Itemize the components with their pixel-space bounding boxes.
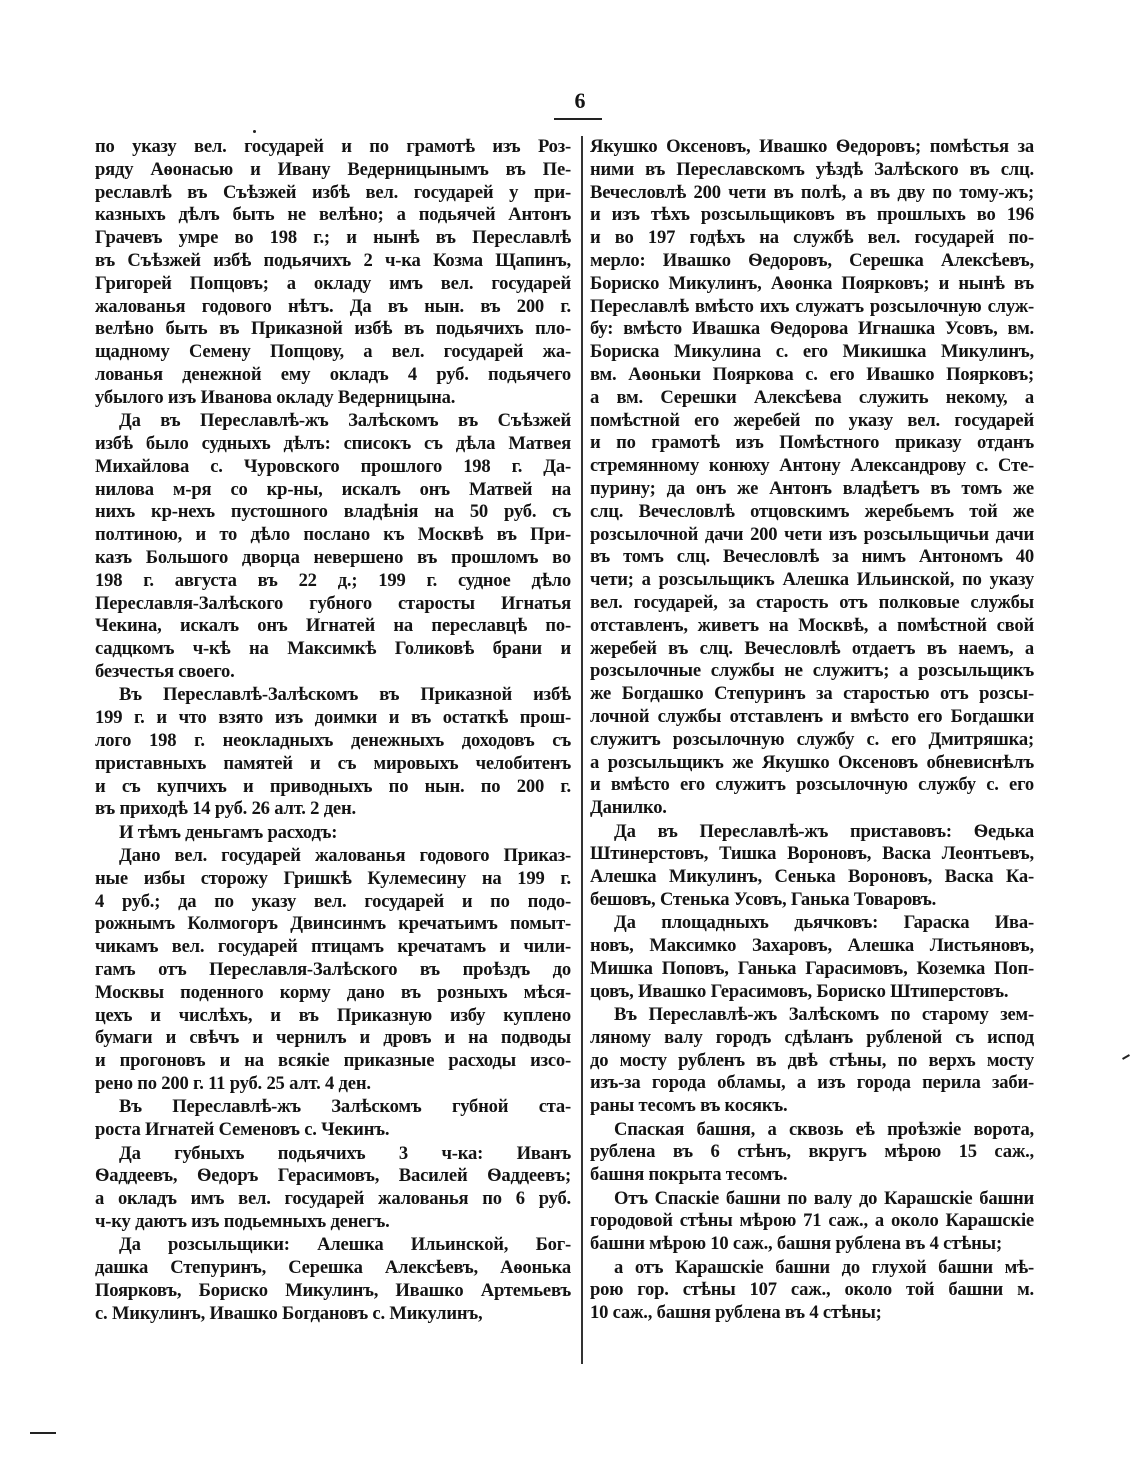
paragraph	[95, 684, 571, 821]
text-line: нихъ кр-нехъ пустошного владѣнія на 50 руб. съ	[95, 501, 571, 523]
scan-mark	[1122, 1054, 1130, 1060]
text-line: до мосту рубленъ въ двѣ стѣны, по верхъ мосту	[590, 1049, 1034, 1071]
text-line: и во 197 годѣхъ на службѣ вел. государей по-	[590, 227, 1034, 249]
text-line: казъ Большого дворца невершено въ прошломъ во	[95, 546, 571, 568]
text-line: и по грамотѣ изъ Помѣстного приказу отданъ	[590, 432, 1034, 454]
text-line: рожнымъ Колмогоръ Двинсинмъ кречатьимъ помыт-	[95, 913, 571, 935]
text-line: цехъ и числѣхъ, и въ Приказную избу куплено	[95, 1004, 571, 1026]
text-line: 4 руб.; да по указу вел. государей и по подо-	[95, 890, 571, 912]
text-line: городовой стѣны мѣрою 71 саж., а около Карашскіе	[590, 1210, 1034, 1232]
text-line: лочной службы отставленъ и вмѣсто его Богдашки	[590, 705, 1034, 727]
text-line: вм. Аѳоньки Пояркова с. его Ивашко Поярковъ;	[590, 363, 1034, 385]
text-line: Штинерстовъ, Тишка Вороновъ, Васка Леонтьевъ,	[590, 843, 1034, 865]
text-line: Москвы поденного корму дано въ розныхъ мѣся-	[95, 981, 571, 1003]
text-line: Чекина, искалъ онъ Игнатей на переславцѣ по-	[95, 615, 571, 637]
text-line: а вм. Серешки Алексѣева служить некому, а	[590, 386, 1034, 408]
text-line: новъ, Максимко Захаровъ, Алешка Листьяновъ,	[590, 935, 1034, 957]
text-line: Якушко Оксеновъ, Ивашко Ѳедоровъ; помѣстья за	[590, 136, 1034, 157]
text-line: садцкомъ ч-кѣ на Максимкѣ Голиковѣ брани и	[95, 638, 571, 660]
paragraph	[590, 1119, 1034, 1187]
scan-mark	[30, 1432, 56, 1434]
text-line: велѣно быть въ Приказной избѣ въ подьячихъ пло-	[95, 318, 571, 340]
text-line: с. Микулинъ, Ивашко Богдановъ с. Микулинъ,	[95, 1302, 483, 1324]
page-number-rule	[554, 118, 602, 120]
text-line: реславлѣ въ Съѣзжей избѣ вел. государей у при-	[95, 181, 571, 203]
text-line: Въ Переславлѣ-жъ Залѣскомъ по старому зем-	[614, 1004, 1034, 1026]
text-line: въ приходѣ 14 руб. 26 алт. 2 ден.	[95, 798, 356, 820]
text-line: розсылочные службы не служитъ; а розсыльщикъ	[590, 660, 1034, 682]
text-line: Данилко.	[590, 797, 667, 819]
text-line: Ѳаддеевъ, Ѳедоръ Герасимовъ, Василей Ѳаддеевъ;	[95, 1165, 571, 1187]
text-line: Вечесловлѣ 200 чети въ полѣ, а въ дву по тому-жъ;	[590, 181, 1034, 203]
text-line: стремянному конюху Антону Александрову с. Сте-	[590, 455, 1034, 477]
text-line: избѣ было судныхъ дѣлъ: списокъ съ дѣла Матвея	[95, 432, 571, 454]
text-line: же Богдашко Степуринъ за старостью отъ розсы-	[590, 683, 1034, 705]
text-line: ними въ Переславскомъ уѣздѣ Залѣского въ слц.	[590, 158, 1034, 180]
text-line: а розсыльщикъ же Якушко Оксеновъ обневиснѣлъ	[590, 751, 1034, 773]
paragraph	[590, 1188, 1034, 1256]
text-line: Да площадныхъ дьячковъ: Гараска Ива-	[614, 912, 1034, 934]
text-line: рублена въ 6 стѣнъ, вкругъ мѣрою 15 саж.,	[590, 1141, 1034, 1163]
text-line: вел. государей, за старость отъ полковые службы	[590, 591, 1034, 613]
text-line: изъ-за города обламы, а изъ города перила заби-	[590, 1072, 1034, 1094]
text-line: Въ Переславлѣ-жъ Залѣскомъ губной ста-	[119, 1096, 571, 1118]
right-column	[590, 136, 1034, 1326]
text-line: безчестья своего.	[95, 660, 235, 682]
text-line: бумаги и свѣчъ и чернилъ и дровъ и на подводы	[95, 1027, 571, 1049]
text-line: гамъ отъ Переславля-Залѣского въ проѣздъ до	[95, 959, 571, 981]
text-line: мерло: Ивашко Ѳедоровъ, Серешка Алексѣевъ,	[590, 249, 1034, 271]
text-line: Дано вел. государей жалованья годового Приказ-	[119, 845, 571, 867]
text-line: лого 198 г. неокладныхъ денежныхъ доходовъ съ	[95, 729, 571, 751]
text-line: И тѣмъ деньгамъ расходъ:	[119, 821, 338, 843]
text-line: нилова м-ря со кр-ны, искалъ онъ Матвей на	[95, 478, 571, 500]
text-line: Мишка Поповъ, Ганька Гарасимовъ, Коземка Поп-	[590, 957, 1034, 979]
paragraph	[590, 821, 1034, 912]
text-line: ч-ку даютъ изъ подьемныхъ денегъ.	[95, 1211, 390, 1233]
paragraph	[590, 1257, 1034, 1325]
text-line: чети; а розсыльщикъ Алешка Ильинской, по указу	[590, 569, 1034, 591]
text-line: бу: вмѣсто Ивашка Ѳедорова Игнашка Усовъ, вм.	[590, 318, 1034, 340]
text-line: а отъ Карашскіе башни до глухой башни мѣ-	[614, 1256, 1034, 1278]
text-line: слц. Вечесловлѣ отцовскимъ жеребьемъ той же	[590, 500, 1034, 522]
text-line: Бориско Микулинъ, Аѳонка Поярковъ; и нынѣ въ	[590, 272, 1034, 294]
text-line: розсылочной дачи 200 чети изъ розсыльщичьи дачи	[590, 523, 1034, 545]
text-line: роста Игнатей Семеновъ с. Чекинъ.	[95, 1119, 390, 1141]
text-line: лованья денежной ему окладъ 4 руб. подьячего	[95, 363, 571, 385]
paragraph	[590, 136, 1034, 820]
text-line: убылого изъ Иванова окладу Ведерницына.	[95, 386, 456, 408]
text-line: Да розсыльщики: Алешка Ильинской, Бог-	[119, 1234, 571, 1256]
text-line: Отъ Спаскіе башни по валу до Карашскіе башни	[614, 1187, 1034, 1209]
text-line: казныхъ дѣлъ быть не велѣно; а подьячей Антонъ	[95, 204, 571, 226]
text-line: помѣстной его жеребей по указу вел. государей	[590, 409, 1034, 431]
text-line: Спаская башня, а сквозь eѣ проѣзжіе ворота,	[614, 1118, 1034, 1140]
text-line: 10 саж., башня рублена въ 4 стѣны;	[590, 1302, 882, 1324]
text-line: Въ Переславлѣ-Залѣскомъ въ Приказной избѣ	[119, 684, 571, 706]
text-line: ные избы сторожу Гришкѣ Кулемесину на 199 г.	[95, 867, 571, 889]
text-line: дашка Степуринъ, Серешка Алексѣевъ, Аѳонька	[95, 1257, 571, 1279]
text-line: отставленъ, живетъ на Москвѣ, а помѣстной свой	[590, 614, 1034, 636]
text-line: Алешка Микулинъ, Сенька Вороновъ, Васка Ка-	[590, 866, 1034, 888]
paragraph	[590, 912, 1034, 1003]
text-line: 198 г. августа въ 22 д.; 199 г. судное дѣло	[95, 569, 571, 591]
text-line: Переславля-Залѣского губного старосты Игнатья	[95, 592, 571, 614]
text-line: въ томъ слц. Вечесловлѣ за нимъ Антономъ 40	[590, 546, 1034, 568]
text-line: Да въ Переславлѣ-жъ Залѣскомъ въ Съѣзжей	[119, 410, 571, 432]
text-line: въ Съѣзжей избѣ подьячихъ 2 ч-ка Козма Щапинъ,	[95, 249, 571, 271]
text-line: по указу вел. государей и по грамотѣ изъ Роз-	[95, 136, 571, 157]
text-line: ряду Аѳонасью и Ивану Ведерницынымъ въ Пе-	[95, 158, 571, 180]
text-line: жалованья годового нѣтъ. Да въ нын. въ 200 г.	[95, 295, 571, 317]
paragraph	[95, 822, 571, 845]
text-line: жеребей въ слц. Вечесловлѣ отдаетъ въ наемъ, а	[590, 637, 1034, 659]
text-line: Бориска Микулина с. его Микишка Микулинъ,	[590, 341, 1034, 363]
text-line: и прогоновъ и на всякіе приказные расходы изсо-	[95, 1050, 571, 1072]
paragraph	[95, 410, 571, 684]
column-divider	[581, 136, 583, 1364]
text-line: ляному валу городъ сдѣланъ рубленой съ испод	[590, 1026, 1034, 1048]
text-line: Поярковъ, Бориско Микулинъ, Ивашко Артемьевъ	[95, 1280, 571, 1301]
page-number: 6	[574, 88, 586, 113]
paragraph	[95, 1234, 571, 1325]
text-line: приставныхъ памятей и съ мировыхъ челобитенъ	[95, 752, 571, 774]
text-line: Михайлова с. Чуровского прошлого 198 г. Да-	[95, 455, 571, 477]
text-line: Переславлѣ вмѣсто ихъ служатъ розсылочную служ-	[590, 295, 1034, 317]
text-line: и изъ тѣхъ розсыльщиковъ въ прошлыхъ во 196	[590, 204, 1034, 226]
paragraph	[95, 136, 571, 410]
text-line: цовъ, Ивашко Герасимовъ, Бориско Штиперстовъ.	[590, 980, 1009, 1002]
text-line: Да въ Переславлѣ-жъ приставовъ: Ѳедька	[614, 820, 1034, 842]
text-line: полтиною, и то дѣло послано къ Москвѣ въ При-	[95, 524, 571, 546]
paragraph	[95, 1096, 571, 1142]
text-line: пурину; да онъ же Антонъ владѣетъ въ томъ же	[590, 477, 1034, 499]
text-line: 199 г. и что взято изъ доимки и въ остаткѣ прош-	[95, 707, 571, 729]
text-line: раны тесомъ въ косякъ.	[590, 1095, 788, 1117]
text-line: чикамъ вел. государей птицамъ кречатамъ и чили-	[95, 936, 571, 958]
text-line: служитъ розсылочную службу с. его Дмитряшка;	[590, 728, 1034, 750]
left-column	[95, 136, 571, 1326]
paragraph	[95, 1143, 571, 1234]
scan-mark	[253, 130, 256, 133]
text-line: башни мѣрою 10 саж., башня рублена въ 4 стѣны;	[590, 1233, 1002, 1255]
text-line: а окладъ имъ вел. государей жалованья по 6 руб.	[95, 1188, 571, 1210]
text-line: рено по 200 г. 11 руб. 25 алт. 4 ден.	[95, 1073, 371, 1095]
text-line: и вмѣсто его служитъ розсылочную службу с. его	[590, 774, 1034, 796]
text-line: рою гор. стѣны 107 саж., около той башни м.	[590, 1279, 1034, 1301]
text-line: башня покрыта тесомъ.	[590, 1164, 788, 1186]
text-line: Да губныхъ подьячихъ 3 ч-ка: Иванъ	[119, 1142, 571, 1164]
paragraph	[95, 845, 571, 1096]
paragraph	[590, 1004, 1034, 1118]
text-line: и съ купчихъ и приводныхъ по нын. по 200 г.	[95, 775, 571, 797]
text-line: Григорей Попцовъ; а окладу имъ вел. государей	[95, 272, 571, 294]
text-line: бешовъ, Стенька Усовъ, Ганька Товаровъ.	[590, 888, 937, 910]
text-line: щадному Семену Попцову, а вел. государей жа-	[95, 341, 571, 363]
text-line: Грачевъ умре во 198 г.; и нынѣ въ Переславлѣ	[95, 227, 571, 249]
